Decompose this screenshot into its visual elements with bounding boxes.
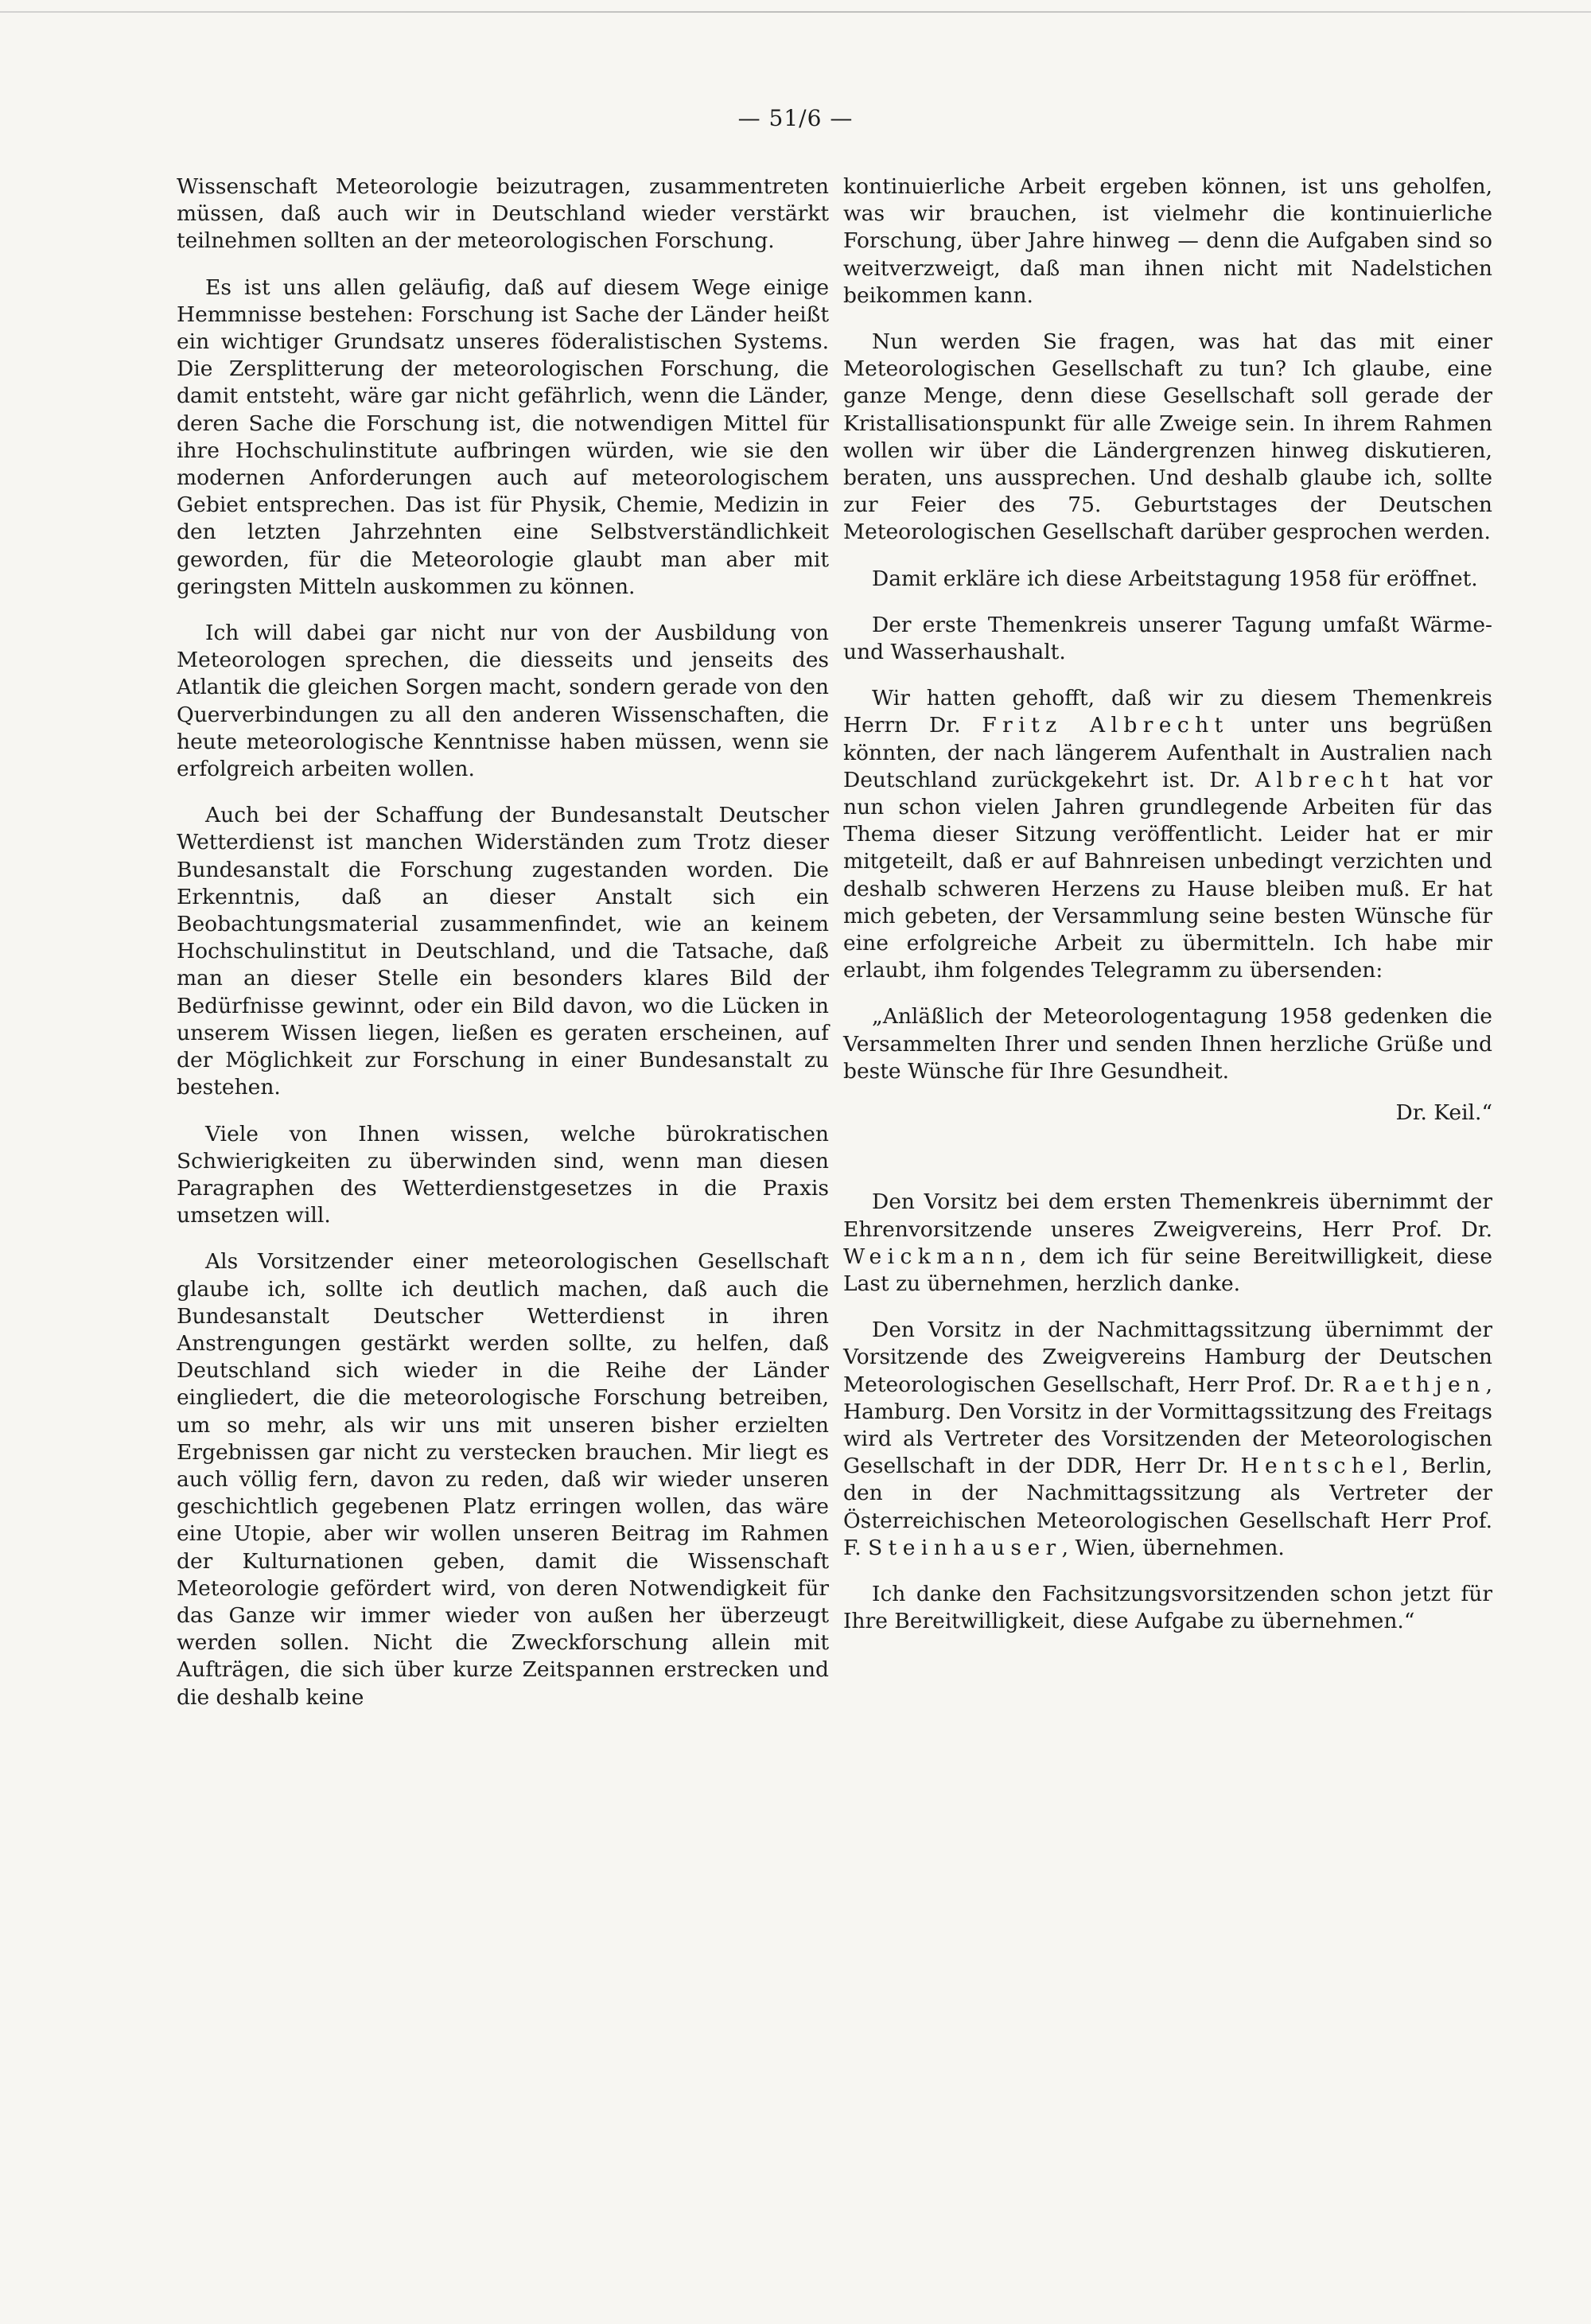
spaced-name: Raethjen: [1342, 1372, 1486, 1397]
paragraph: [843, 1317, 1492, 1562]
paragraph: Der erste Themenkreis unserer Tagung umfaßt Wärme- und Wasserhaushalt.: [843, 612, 1492, 665]
spacer: [843, 1127, 1492, 1189]
text-run: , Berlin, den in der Nachmittagssitzung als Vertreter der Österreichischen Meteorologischen Gesellschaft Herr Prof. F.: [843, 1454, 1492, 1560]
paragraph: Als Vorsitzender einer meteorologischen Gesellschaft glaube ich, sollte ich deutlich machen, daß auch die Bundesanstalt Deutscher Wetterdienst in ihren Anstrengungen gestärkt werden sollte, zu helfen, daß Deutschland sich wieder in die Reihe der Länder eingliedert, die die meteorologische Forschung betreiben, um so mehr, als wir uns mit unseren bisher erzielten Ergebnissen gar nicht zu verstecken brauchen. Mir liegt es auch völlig fern, davon zu reden, daß wir wieder unseren geschichtlich gegebenen Platz erringen wollen, das wäre eine Utopie, aber wir wollen unseren Beitrag im Rahmen der Kulturnationen geben, damit die Wissenschaft Meteorologie gefördert wird, von deren Notwendigkeit für das Ganze wir immer wieder von außen her überzeugt werden sollen. Nicht die Zweckforschung allein mit Aufträgen, die sich über kurze Zeitspannen erstrecken und die deshalb keine: [177, 1249, 829, 1710]
spaced-name: Hentschel: [1240, 1454, 1402, 1479]
spaced-name: Fritz Albrecht: [982, 713, 1229, 738]
paragraph: Damit erkläre ich diese Arbeitstagung 1958 für eröffnet.: [872, 566, 1478, 591]
signature: Dr. Keil.“: [1395, 1100, 1492, 1126]
paragraph: Nun werden Sie fragen, was hat das mit einer Meteorologischen Gesellschaft zu tun? Ich glaube, eine ganze Menge, denn diese Gesellschaft soll gerade der Kristallisationspunkt für alle Zweige sein. In ihrem Rahmen wollen wir über die Ländergrenzen hinweg diskutieren, beraten, uns aussprechen. Und deshalb glaube ich, sollte zur Feier des 75. Geburtstages der Deutschen Meteorologischen Gesellschaft darüber gesprochen werden.: [843, 329, 1492, 545]
paragraph: Ich will dabei gar nicht nur von der Ausbildung von Meteorologen sprechen, die diesseits und jenseits des Atlantik die gleichen Sorgen macht, sondern gerade von den Querverbindungen zu all den anderen Wissenschaften, die heute meteorologische Kenntnisse haben müssen, wenn sie erfolgreich arbeiten wollen.: [177, 621, 829, 782]
paragraph: Auch bei der Schaffung der Bundesanstalt Deutscher Wetterdienst ist manchen Widerständen zum Trotz dieser Bundesanstalt die Forschung zugestanden worden. Die Erkenntnis, daß an dieser Anstalt sich ein Beobachtungsmaterial zusammenfindet, wie an keinem Hochschulinstitut in Deutschland, und die Tatsache, daß man an dieser Stelle ein besonders klares Bild der Bedürfnisse gewinnt, oder ein Bild davon, wo die Lücken in unserem Wissen liegen, ließen es geraten erscheinen, auf der Möglichkeit zur Forschung in einer Bundesanstalt zu bestehen.: [177, 803, 829, 1100]
text-run: Wir hatten gehofft, daß wir zu diesem Themenkreis Herrn Dr.: [843, 686, 1492, 738]
text-run: Den Vorsitz bei dem ersten Themenkreis übernimmt der Ehrenvorsitzende unseres Zweigvereins, Herr Prof. Dr.: [843, 1189, 1492, 1242]
spaced-name: Albrecht: [1255, 767, 1395, 792]
text-run: , dem ich für seine Bereitwilligkeit, diese Last zu übernehmen, herzlich danke.: [843, 1244, 1492, 1296]
text-run: , Wien, übernehmen.: [1061, 1535, 1285, 1560]
text-run: unter uns begrüßen könnten, der nach längerem Aufenthalt in Australien nach Deutschland zurückgekehrt ist. Dr.: [843, 713, 1492, 792]
paragraph: Es ist uns allen geläufig, daß auf diesem Wege einige Hemmnisse bestehen: Forschung ist Sache der Länder heißt ein wichtiger Grundsatz unseres föderalistischen Systems. Die Zersplitterung der meteorologischen Forschung, die damit entsteht, wäre gar nicht gefährlich, wenn die Länder, deren Sache die Forschung ist, die notwendigen Mittel für ihre Hochschulinstitute aufbringen würden, wie sie den modernen Anforderungen auch auf meteorologischem Gebiet entsprechen. Das ist für Physik, Chemie, Medizin in den letzten Jahrzehnten eine Selbstverständlichkeit geworden, für die Meteorologie glaubt man aber mit geringsten Mitteln auskommen zu können.: [177, 274, 829, 599]
paragraph: Wissenschaft Meteorologie beizutragen, zusammentreten müssen, daß auch wir in Deutschland wieder verstärkt teilnehmen sollten an der meteorologischen Forschung.: [177, 174, 829, 254]
left-column: [177, 173, 829, 1730]
text-run: , Hamburg. Den Vorsitz in der Vormittagssitzung des Freitags wird als Vertreter des Vorsitzenden der Meteorologischen Gesellschaft in der DDR, Herr Dr.: [843, 1372, 1492, 1479]
spaced-name: Steinhauser: [868, 1535, 1062, 1560]
text-run: Den Vorsitz in der Nachmittagssitzung übernimmt der Vorsitzende des Zweigvereins Hamburg der Deutschen Meteorologischen Gesellschaft, Herr Prof. Dr.: [843, 1318, 1492, 1397]
paragraph: Viele von Ihnen wissen, welche bürokratischen Schwierigkeiten zu überwinden sind, wenn man diesen Paragraphen des Wetterdienstgesetzes in die Praxis umsetzen will.: [177, 1121, 829, 1228]
text-run: hat vor nun schon vielen Jahren grundlegende Arbeiten für das Thema dieser Sitzung veröffentlicht. Leider hat er mir mitgeteilt, daß er auf Bahnreisen unbedingt verzichten und deshalb schweren Herzens zu Hause bleiben muß. Er hat mich gebeten, der Versammlung seine besten Wünsche für eine erfolgreiche Arbeit zu übermitteln. Ich habe mir erlaubt, ihm folgendes Telegramm zu übersenden:: [843, 767, 1492, 983]
spaced-name: Weickmann: [843, 1244, 1020, 1269]
paragraph: kontinuierliche Arbeit ergeben können, ist uns geholfen, was wir brauchen, ist vielmehr die kontinuierliche Forschung, über Jahre hinweg — denn die Aufgaben sind so weitverzweigt, daß man ihnen nicht mit Nadelstichen beikommen kann.: [843, 174, 1492, 308]
right-column: [843, 173, 1492, 1654]
page-number: — 51/6 —: [737, 105, 854, 131]
paragraph: [843, 1189, 1492, 1298]
telegram-quote: „Anläßlich der Meteorologentagung 1958 gedenken die Versammelten Ihrer und senden Ihnen herzliche Grüße und beste Wünsche für Ihre Gesundheit.: [843, 1004, 1492, 1084]
scan-edge-line: [0, 11, 1591, 13]
paragraph: [843, 685, 1492, 984]
paragraph: Ich danke den Fachsitzungsvorsitzenden schon jetzt für Ihre Bereitwilligkeit, diese Aufgabe zu übernehmen.“: [843, 1581, 1492, 1634]
